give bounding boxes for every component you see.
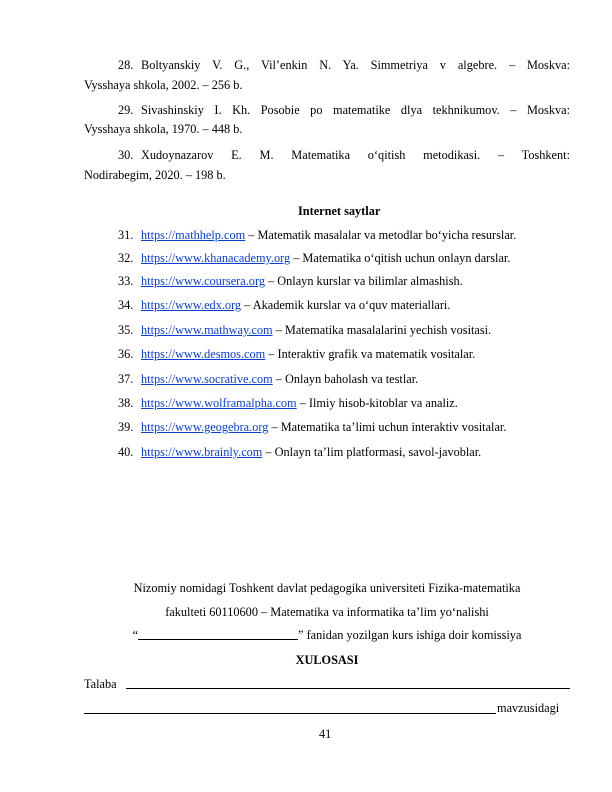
reference-number: 30. (118, 148, 134, 162)
reference-29-line2: Vysshaya shkola, 1970. – 448 b. (84, 122, 243, 136)
site-item-37: 37. https://www.socrative.com – Onlayn baholash va testlar. (118, 372, 419, 386)
site-link[interactable]: https://www.desmos.com (141, 347, 266, 361)
mavzusidagi-label: mavzusidagi (497, 701, 560, 715)
site-link[interactable]: https://www.brainly.com (141, 445, 263, 459)
reference-number: 29. (118, 103, 134, 117)
talaba-label: Talaba (84, 677, 117, 691)
subject-blank (138, 627, 298, 640)
site-link[interactable]: https://www.wolframalpha.com (141, 396, 297, 410)
talaba-blank (126, 688, 570, 689)
subject-line: “ ” fanidan yozilgan kurs ishiga doir komissiya (132, 628, 522, 642)
site-item-39: 39. https://www.geogebra.org – Matematika ta’limi uchun interaktiv vositalar. (118, 420, 507, 434)
reference-30-line2: Nodirabegim, 2020. – 198 b. (84, 168, 226, 182)
site-item-31: 31. https://mathhelp.com – Matematik masalalar va metodlar bo‘yicha resurslar. (118, 228, 517, 242)
site-link[interactable]: https://www.edx.org (141, 298, 242, 312)
internet-sites-heading: Internet saytlar (298, 204, 381, 218)
reference-29-line1: 29. Sivashinskiy I. Kh. Posobie po matematike dlya tekhnikumov. – Moskva: (118, 103, 570, 117)
reference-number: 28. (118, 58, 134, 72)
reference-28-line2: Vysshaya shkola, 2002. – 256 b. (84, 78, 243, 92)
reference-30-line1: 30. Xudoynazarov E. M. Matematika o‘qitish metodikasi. – Toshkent: (118, 148, 570, 162)
university-line-1: Nizomiy nomidagi Toshkent davlat pedagogika universiteti Fizika-matematika (133, 581, 521, 595)
site-item-36: 36. https://www.desmos.com – Interaktiv grafik va matematik vositalar. (118, 347, 476, 361)
site-item-34: 34. https://www.edx.org – Akademik kurslar va o‘quv materiallari. (118, 298, 451, 312)
site-link[interactable]: https://www.socrative.com (141, 372, 273, 386)
talaba-line (84, 676, 570, 692)
site-item-35: 35. https://www.mathway.com – Matematika masalalarini yechish vositasi. (118, 323, 492, 337)
site-link[interactable]: https://www.coursera.org (141, 274, 265, 288)
site-link[interactable]: https://mathhelp.com (141, 228, 246, 242)
site-link[interactable]: https://www.geogebra.org (141, 420, 269, 434)
site-item-38: 38. https://www.wolframalpha.com – Ilmiy hisob-kitoblar va analiz. (118, 396, 458, 410)
conclusion-title: XULOSASI (295, 653, 359, 667)
reference-28-line1: 28. Boltyanskiy V. G., Vil’enkin N. Ya. Simmetriya v algebre. – Moskva: (118, 58, 570, 72)
site-link[interactable]: https://www.mathway.com (141, 323, 273, 337)
page-number: 41 (319, 727, 332, 741)
topic-blank (84, 713, 496, 714)
site-item-40: 40. https://www.brainly.com – Onlayn ta’lim platformasi, savol-javoblar. (118, 445, 482, 459)
site-item-33: 33. https://www.coursera.org – Onlayn kurslar va bilimlar almashish. (118, 274, 463, 288)
site-item-32: 32. https://www.khanacademy.org – Matematika o‘qitish uchun onlayn darslar. (118, 251, 511, 265)
site-link[interactable]: https://www.khanacademy.org (141, 251, 291, 265)
university-line-2: fakulteti 60110600 – Matematika va informatika ta’lim yo‘nalishi (165, 605, 489, 619)
